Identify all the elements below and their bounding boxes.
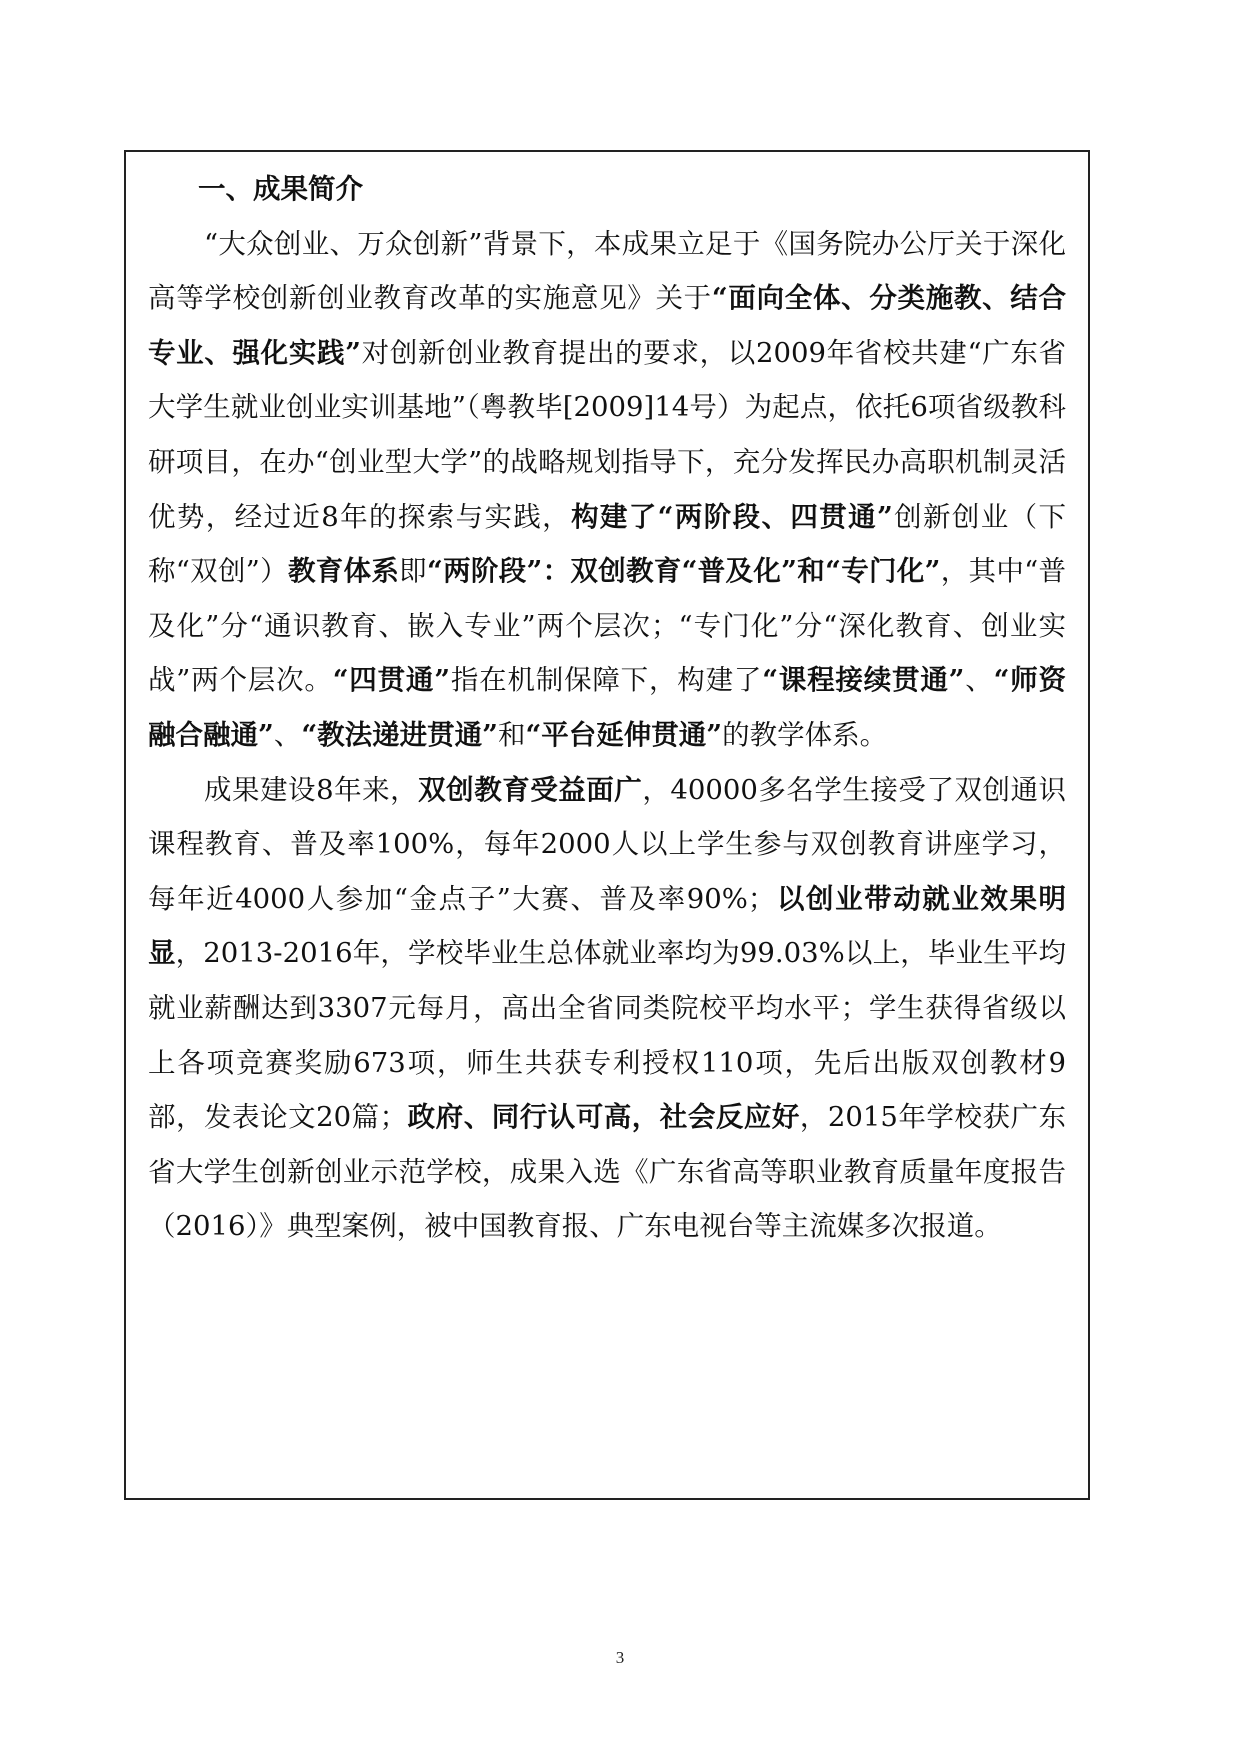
paragraph-intro (148, 217, 1066, 763)
bold-segment: 以创业带动就业效果明显 (148, 882, 1067, 970)
bold-segment: “教法递进贯通” (301, 718, 498, 751)
text-segment: 指在机制保障下，构建了 (450, 664, 763, 697)
text-segment: ，40000多名学生接受了双创通识课程教育、普及率100%，每年2000人以上学生参与双创教育讲座学习，每年近4000人参加“金点子”大赛、普及率90%； (148, 773, 1067, 915)
bold-segment: 双创教育受益面广 (418, 773, 643, 806)
bold-segment: “面向全体、分类施教、结合专业、强化实践” (148, 282, 1066, 369)
page-number: 3 (615, 1648, 625, 1667)
text-segment: ，2015年学校获广东省大学生创新创业示范学校，成果入选《广东省高等职业教育质量年度报告（2016）》典型案例，被中国教育报、广东电视台等主流媒多次报道。 (148, 1101, 1066, 1243)
text-segment: 、 (273, 718, 302, 751)
bold-segment: “两阶段”：双创教育“普及化”和“专门化” (426, 555, 941, 588)
section-content (148, 162, 1066, 1254)
text-segment: ，其中“普及化”分“通识教育、嵌入专业”两个层次；“专门化”分“深化教育、创业实战”两个层次。 (148, 555, 1067, 697)
text-segment: 成果建设8年来， (204, 773, 419, 806)
bold-segment: “师资融合融通” (148, 664, 1067, 751)
text-segment: 即 (399, 555, 427, 588)
text-segment: 的教学体系。 (722, 718, 888, 751)
text-segment: “大众创业、万众创新”背景下，本成果立足于《国务院办公厅关于深化高等学校创新创业教育改革的实施意见》关于 (148, 227, 1066, 315)
bold-segment: “平台延伸贯通” (525, 718, 723, 751)
bold-segment: 政府、同行认可高，社会反应好 (407, 1101, 800, 1134)
bold-segment: “课程接续贯通” (762, 664, 965, 697)
text-segment: ，2013-2016年，学校毕业生总体就业率均为99.03%以上，毕业生平均就业薪酬达到3307元每月，高出全省同类院校平均水平；学生获得省级以上各项竞赛奖励673项，师生共获专利授权110项，先后出版双创教材9部，发表论文20篇； (148, 937, 1066, 1134)
paragraph-results (148, 763, 1066, 1254)
section-heading: 一、成果简介 (198, 173, 363, 205)
text-segment: 创新创业（下称“双创”） (148, 500, 1067, 588)
text-segment: 、 (964, 664, 994, 697)
text-segment: 和 (497, 718, 526, 751)
bold-segment: 构建了“两阶段、四贯通” (571, 500, 893, 533)
text-segment: 对创新创业教育提出的要求，以2009年省校共建“广东省大学生就业创业实训基地”（粤教毕[2009]14号）为起点，依托6项省级教科研项目，在办“创业型大学”的战略规划指导下，充分发挥民办高职机制灵活优势，经过近8年的探索与实践， (148, 336, 1066, 533)
bold-segment: 教育体系 (287, 555, 400, 588)
bold-segment: “四贯通” (332, 664, 451, 697)
